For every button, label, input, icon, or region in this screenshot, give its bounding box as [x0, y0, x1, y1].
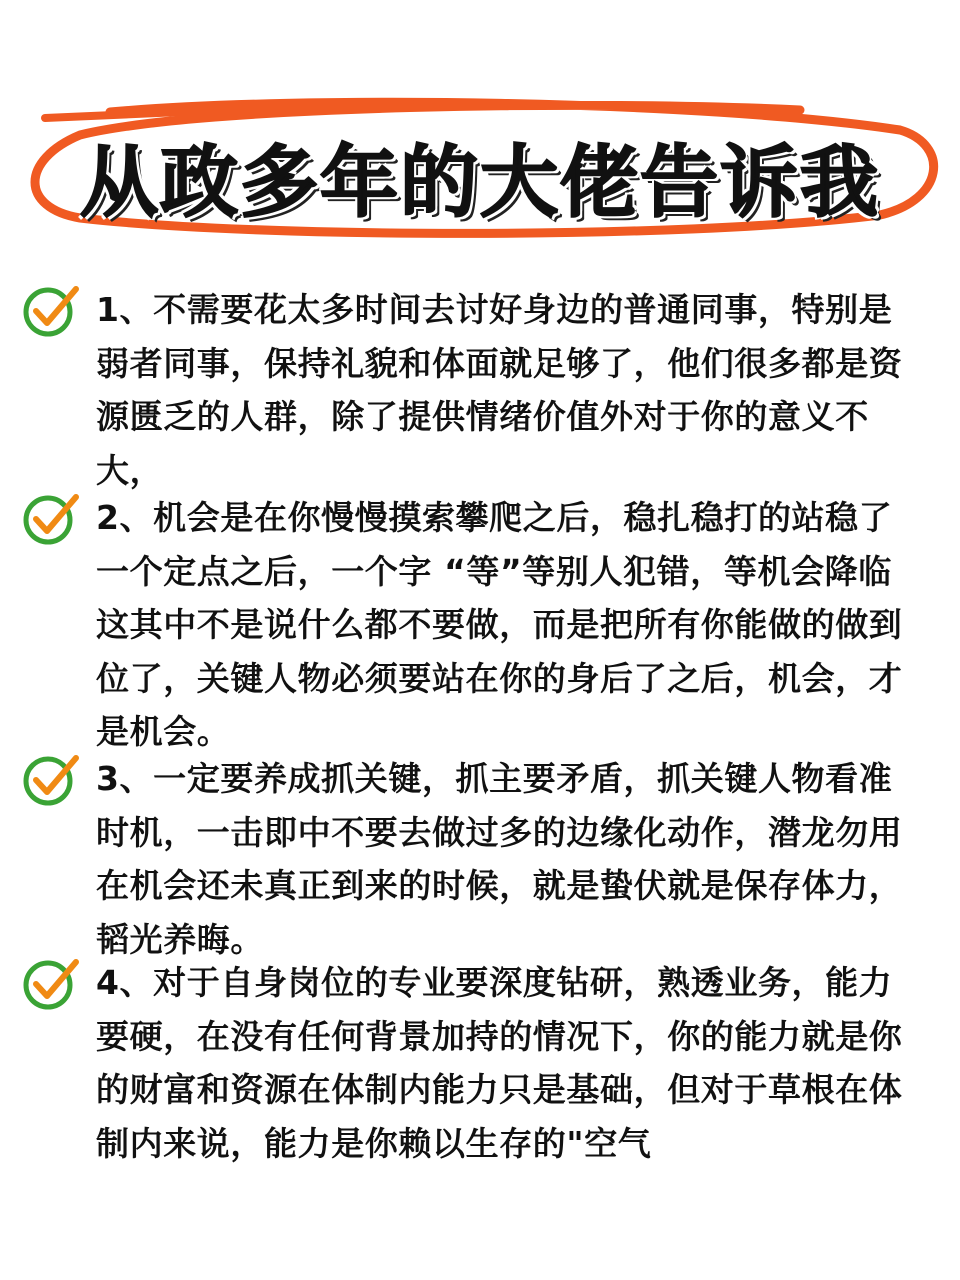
item-text: 1、不需要花太多时间去讨好身边的普通同事，特别是弱者同事，保持礼貌和体面就足够了，他们很多都是资源匮乏的人群，除了提供情绪价值外对于你的意义不大， [96, 290, 903, 490]
page-title: 从政多年的大佬告诉我 [79, 138, 880, 228]
item-text: 2、机会是在你慢慢摸索攀爬之后，稳扎稳打的站稳了一个定点之后，一个字 “等”等别人犯错，等机会降临这其中不是说什么都不要做，而是把所有你能做的做到位了，关键人物必须要站在你的身后了之后，机会，才是机会。 [96, 498, 903, 751]
check-icon [20, 752, 82, 808]
title-banner [0, 90, 960, 240]
item-text: 4、对于自身岗位的专业要深度钻研，熟透业务，能力要硬，在没有任何背景加持的情况下，你的能力就是你的财富和资源在体制内能力只是基础，但对于草根在体制内来说，能力是你赖以生存的"空气 [96, 963, 903, 1163]
check-icon [20, 283, 82, 339]
check-icon [20, 491, 82, 547]
check-icon [20, 956, 82, 1012]
item-text: 3、一定要养成抓关键，抓主要矛盾，抓关键人物看准时机，一击即中不要去做过多的边缘化动作，潜龙勿用在机会还未真正到来的时候，就是蛰伏就是保存体力，韬光养晦。 [96, 759, 903, 959]
